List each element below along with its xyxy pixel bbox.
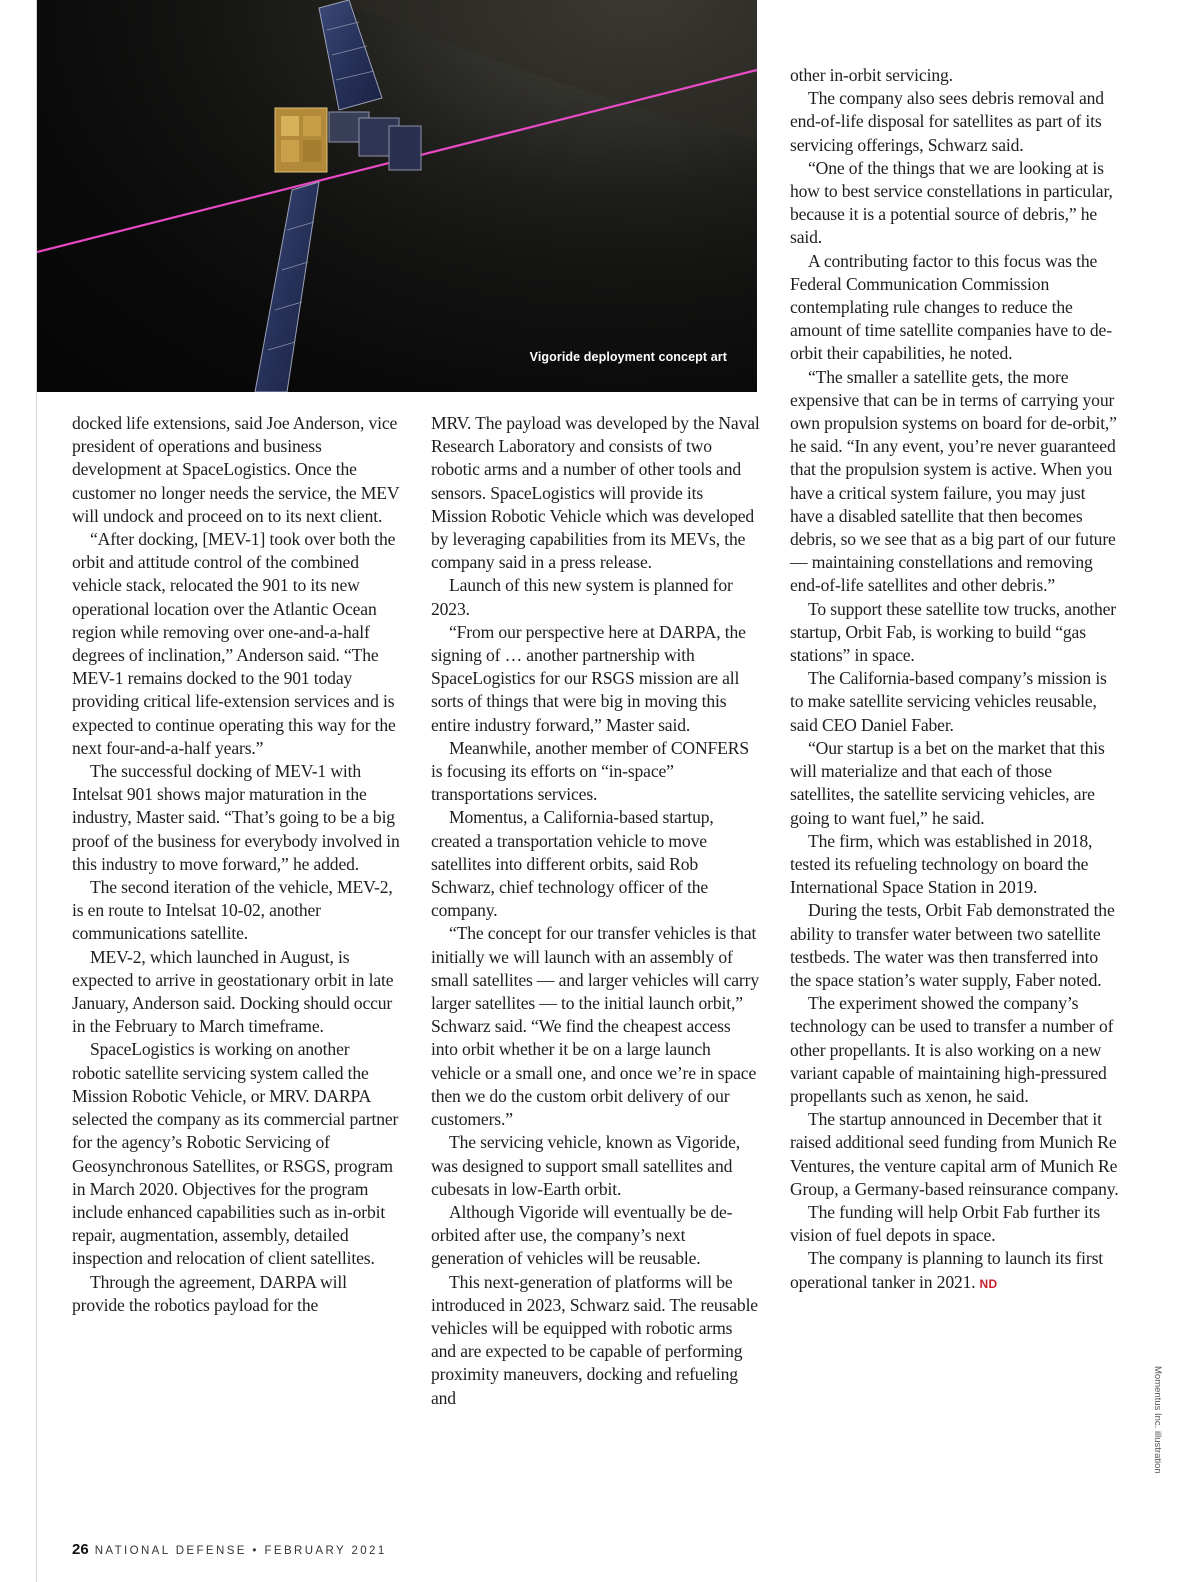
paragraph: Meanwhile, another member of CONFERS is focusing its efforts on “in-space” transportations services.: [431, 737, 749, 805]
article-column-2: [431, 412, 761, 1410]
paragraph: Although Vigoride will eventually be de-orbited after use, the company’s next generation of vehicles will be reusable.: [431, 1201, 733, 1269]
paragraph: MRV. The payload was developed by the Naval Research Laboratory and consists of two robotic arms and a number of other tools and sensors. SpaceLogistics will provide its Mission Robotic Vehicle which was developed by leveraging capabilities from its MEVs, the company said in a press release.: [431, 413, 760, 573]
paragraph: “Our startup is a bet on the market that this will materialize and that each of those satellites, the satellite servicing vehicles, are going to want fuel,” he said.: [790, 737, 1105, 828]
paragraph: To support these satellite tow trucks, another startup, Orbit Fab, is working to build “gas stations” in space.: [790, 598, 1116, 666]
paragraph: The successful docking of MEV-1 with Intelsat 901 shows major maturation in the industry, Master said. “That’s going to be a big proof of the business for everybody involved in this industry to move forward,” he added.: [72, 761, 400, 874]
paragraph: The second iteration of the vehicle, MEV-2, is en route to Intelsat 10-02, another communications satellite.: [72, 877, 393, 944]
image-credit: Momentus Inc. illustration: [1152, 1366, 1163, 1474]
paragraph: This next-generation of platforms will be introduced in 2023, Schwarz said. The reusable vehicles will be equipped with robotic arms and are expected to be capable of performing proximity maneuvers, docking and refueling and: [431, 1271, 758, 1408]
paragraph: other in-orbit servicing.: [790, 65, 953, 85]
paragraph: SpaceLogistics is working on another robotic satellite servicing system called the Mission Robotic Vehicle, or MRV. DARPA selected the company as its commercial partner for the agency’s Robotic Servicing of Geosynchronous Satellites, or RSGS, program in March 2020. Objectives for the program include enhanced capabilities such as in-orbit repair, augmentation, assembly, detailed inspection and relocation of client satellites.: [72, 1039, 399, 1269]
satellite-illustration: [37, 0, 757, 392]
paragraph: “The concept for our transfer vehicles is that initially we will launch with an assembly of small satellites — and larger vehicles will carry larger satellites — to the initial launch orbit,” Schwarz said. “We find the cheapest access into orbit whether it be on a large launch vehicle or a small one, and once we’re in space then we do the custom orbit delivery of our customers.”: [431, 923, 759, 1130]
article-column-1: [72, 412, 402, 1317]
paragraph: The servicing vehicle, known as Vigoride, was designed to support small satellites and cubesats in low-Earth orbit.: [431, 1132, 740, 1199]
paragraph: docked life extensions, said Joe Anderson, vice president of operations and business development at SpaceLogistics. Once the customer no longer needs the service, the MEV will undock and proceed on to its next client.: [72, 413, 400, 526]
paragraph: “The smaller a satellite gets, the more expensive that can be in terms of carrying your own propulsion systems on board for de-orbit,” he said. “In any event, you’re never guaranteed that the propulsion system is active. When you have a critical system failure, you may just have a disabled satellite that then becomes debris, so we see that as a big part of our future — maintaining constellations and removing end-of-life satellites and other debris.”: [790, 366, 1117, 596]
hero-image: [37, 0, 757, 392]
paragraph: Through the agreement, DARPA will provide the robotics payload for the: [72, 1271, 347, 1315]
paragraph: The company also sees debris removal and end-of-life disposal for satellites as part of its servicing offerings, Schwarz said.: [790, 88, 1104, 155]
paragraph: “After docking, [MEV-1] took over both the orbit and attitude control of the combined vehicle stack, relocated the 901 to its new operational location over the Atlantic Ocean region while removing over one-and-a-half degrees of inclination,” Anderson said. “The MEV-1 remains docked to the 901 today providing critical life-extension services and is expected to continue operating this way for the next four-and-a-half years.”: [72, 529, 396, 758]
paragraph: The funding will help Orbit Fab further its vision of fuel depots in space.: [790, 1201, 1101, 1246]
paragraph: MEV-2, which launched in August, is expected to arrive in geostationary orbit in late January, Anderson said. Docking should occur in the February to March timeframe.: [72, 946, 394, 1037]
paragraph: “From our perspective here at DARPA, the signing of … another partnership with SpaceLogistics for our RSGS mission are all sorts of things that were big in moving this entire industry forward,” Master said.: [431, 621, 746, 735]
image-caption: Vigoride deployment concept art: [529, 350, 727, 364]
paragraph: Momentus, a California-based startup, created a transportation vehicle to move satellites into different orbits, said Rob Schwarz, chief technology officer of the company.: [431, 807, 714, 921]
paragraph: The California-based company’s mission is to make satellite servicing vehicles reusable, said CEO Daniel Faber.: [790, 668, 1107, 735]
publication-folio: NATIONAL DEFENSE • FEBRUARY 2021: [94, 1545, 387, 1557]
paragraph: The firm, which was established in 2018, tested its refueling technology on board the International Space Station in 2019.: [790, 830, 1093, 898]
end-mark: ND: [979, 1276, 998, 1291]
paragraph: Launch of this new system is planned for 2023.: [431, 575, 733, 619]
paragraph: The experiment showed the company’s technology can be used to transfer a number of other propellants. It is also working on a new variant capable of maintaining high-pressured propellants such as xenon, he said.: [790, 993, 1114, 1106]
final-paragraph: [790, 1247, 1120, 1295]
article-column-3: [790, 64, 1120, 1296]
paragraph: “One of the things that we are looking at is how to best service constellations in particular, because it is a potential source of debris,” he said.: [790, 157, 1113, 248]
paragraph-text: The company is planning to launch its first operational tanker in 2021.: [790, 1248, 1104, 1292]
page-footer: [72, 1541, 387, 1558]
paragraph: During the tests, Orbit Fab demonstrated the ability to transfer water between two satellite testbeds. The water was then transferred into the space station’s water supply, Faber noted.: [790, 900, 1115, 990]
page-number: 26: [72, 1541, 89, 1558]
paragraph: The startup announced in December that it raised additional seed funding from Munich Re Ventures, the venture capital arm of Munich Re Group, a Germany-based reinsurance company.: [790, 1109, 1119, 1199]
paragraph: A contributing factor to this focus was the Federal Communication Commission contemplating rule changes to reduce the amount of time satellite companies have to de-orbit their capabilities, he noted.: [790, 250, 1112, 364]
